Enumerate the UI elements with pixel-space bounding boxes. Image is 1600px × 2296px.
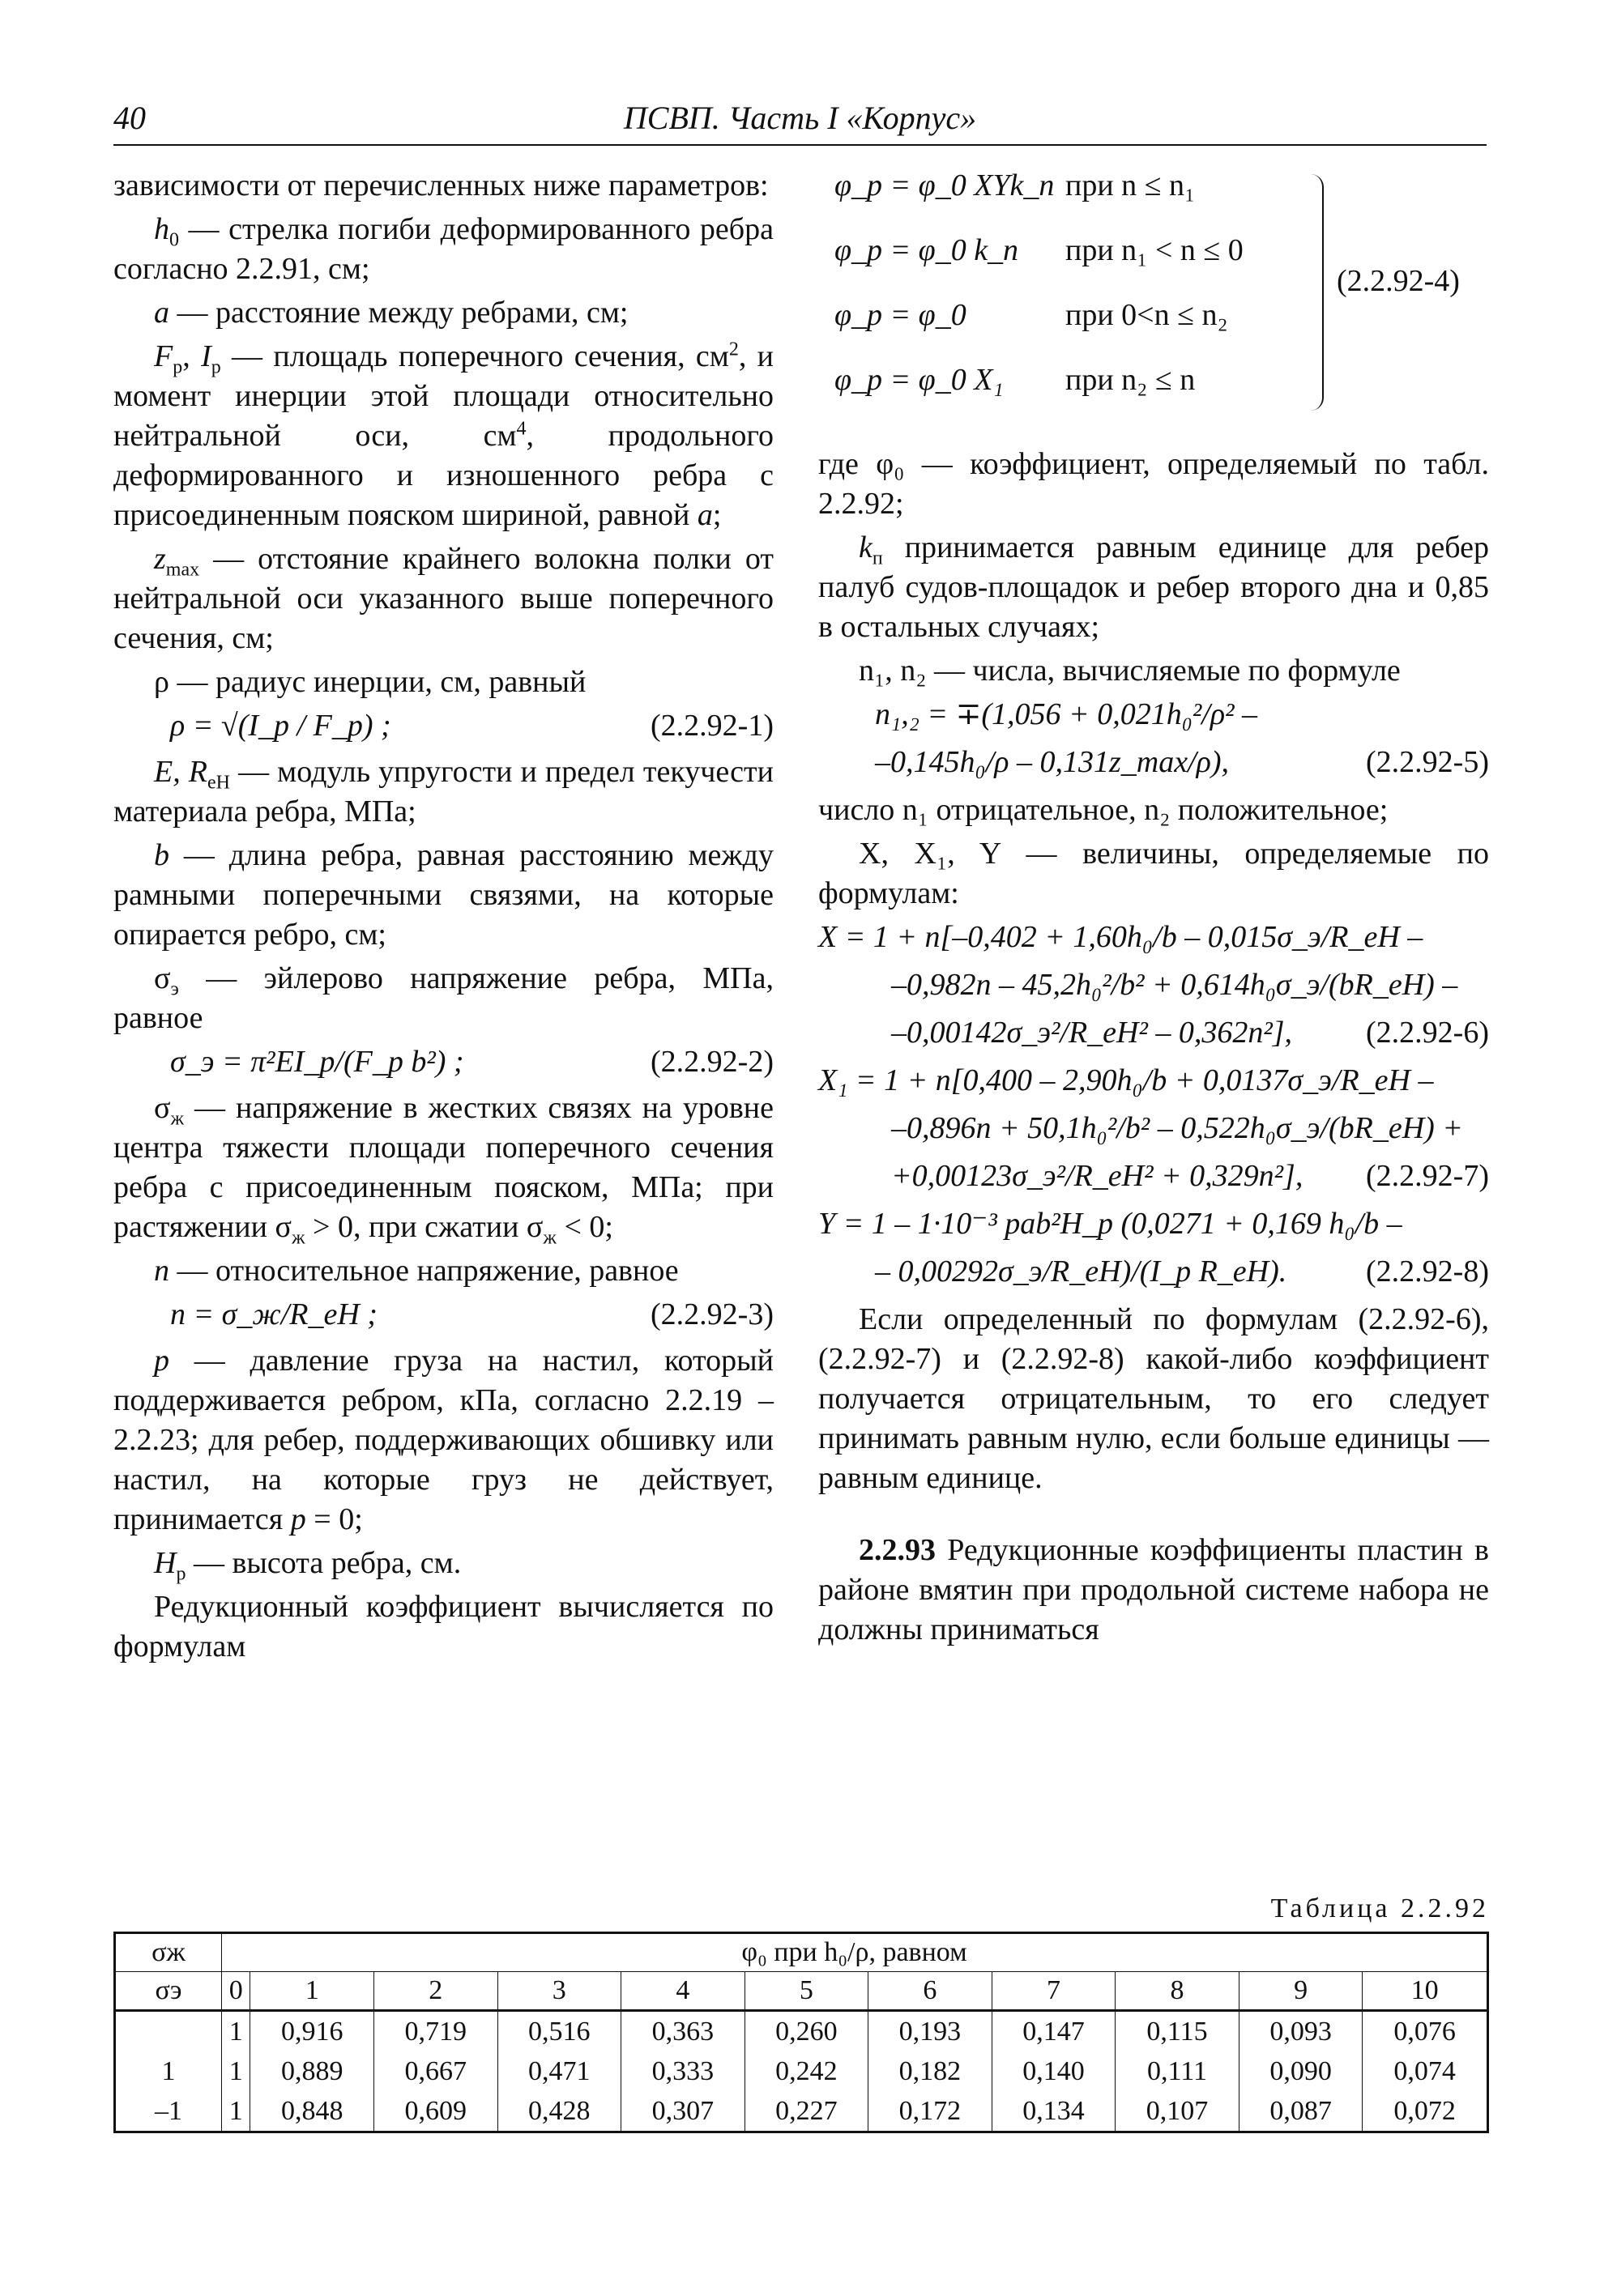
equation-2-2-92-8-line2: – 0,00292σ_э/R_eH)/(I_р R_eH). (2.2.92-8) (875, 1254, 1489, 1289)
running-title: ПСВП. Часть I «Корпус» (623, 100, 977, 136)
col-header: 9 (1239, 1972, 1363, 2011)
equation-2-2-92-3: n = σ_ж/R_eH ; (2.2.92-3) (170, 1297, 774, 1331)
col-header: 0 (222, 1972, 250, 2011)
section-number: 2.2.93 (859, 1533, 936, 1567)
left-column (113, 166, 774, 1671)
col-header: 1 (250, 1972, 374, 2011)
section-2-2-93: 2.2.93 Редукционные коэффициенты пластин в районе вмятин при продольной системе набора не должны приниматься (818, 1533, 1489, 1646)
system-row: φ_р = φ_0 (834, 298, 966, 332)
equation-2-2-92-8-line1: Y = 1 – 1·10⁻³ pab²H_р (0,0271 + 0,169 h₀/b – (818, 1207, 1402, 1241)
param-fp-ip: $F_р$, $I_р$ — площадь поперечного сечения, $см^2$, и момент инерции этой площади относительно нейтральной оси, $см^4$, продольного деформированного и изношенного ребра с присоединенным пояском шириной, равной a; (113, 339, 774, 532)
table-row: 1 1 0,889 0,667 0,471 0,333 0,242 0,182 0,140 0,111 0,090 0,074 (115, 2051, 1488, 2091)
col-header: 7 (992, 1972, 1116, 2011)
table-2-2-92 (113, 1932, 1489, 2133)
paragraph-reduction: Редукционный коэффициент вычисляется по формулам (113, 1590, 774, 1663)
right-brace (1304, 174, 1324, 411)
system-condition: при n ≤ n₁ (1065, 168, 1196, 202)
paragraph-where: где φ₀ — коэффициент, определяемый по табл. 2.2.92; (818, 447, 1489, 521)
param-rho: ρ — радиус инерции, см, равный (154, 665, 587, 699)
system-row: φ_р = φ_0 k_п (834, 233, 1019, 267)
equation-2-2-92-5-line2: –0,145h₀/ρ – 0,131z_max/ρ), (2.2.92-5) (875, 745, 1489, 779)
page-header (113, 96, 1487, 146)
page-number: 40 (113, 100, 146, 136)
col-header: 8 (1116, 1972, 1239, 2011)
system-condition: при n₁ < n ≤ 0 (1065, 233, 1244, 267)
param-b: b — длина ребра, равная расстоянию между рамными поперечными связями, на которые опирается ребро, см; (113, 838, 774, 952)
equation-2-2-92-5-line1: n₁,₂ = ∓(1,056 + 0,021h₀²/ρ² – (875, 697, 1257, 731)
param-n12: n₁, n₂ — числа, вычисляемые по формуле (859, 654, 1401, 688)
param-zmax: $z_{max}$ — отстояние крайнего волокна полки от нейтральной оси указанного выше поперечного сечения, см; (113, 542, 774, 655)
paragraph-xy: X, X₁, Y — величины, определяемые по формулам: (818, 837, 1489, 910)
param-hp: $H_р$ — высота ребра, см. (154, 1546, 462, 1585)
param-p: p — давление груза на настил, который поддерживается ребром, кПа, согласно 2.2.19 – 2.2.23; для ребер, поддерживающих обшивку или настил, на которые груз не действует, принимается p = 0; (113, 1344, 774, 1536)
system-row: φ_р = φ_0 X₁ (834, 363, 1004, 397)
equation-2-2-92-6-line1: X = 1 + n[–0,402 + 1,60h₀/b – 0,015σ_э/R_eH – (818, 920, 1423, 954)
equation-2-2-92-2: σ_э = π²EI_р/(F_р b²) ; (2.2.92-2) (170, 1045, 774, 1079)
equation-2-2-92-7-line2: –0,896n + 50,1h₀²/b² – 0,522h₀σ_э/(bR_eH) + (891, 1111, 1463, 1145)
equation-2-2-92-1: ρ = √(I_р / F_р) ; (2.2.92-1) (170, 709, 774, 743)
col-header: 3 (497, 1972, 621, 2011)
param-sigma-zh: $\sigma_ж$ — напряжение в жестких связях на уровне центра тяжести площади поперечного сечения ребра с присоединенным пояском, МПа; при растяжении $\sigma_ж > 0$, при сжатии $\sigma_ж < 0$; (113, 1091, 774, 1249)
equation-2-2-92-7-line3: +0,00123σ_э²/R_eH² + 0,329n²], (2.2.92-7) (891, 1159, 1489, 1193)
system-row: φ_р = φ_0 XYk_п (834, 168, 1055, 202)
col-header: 5 (745, 1972, 868, 2011)
system-condition: при n₂ ≤ n (1065, 363, 1196, 397)
paragraph-intro: зависимости от перечисленных ниже параметров: (113, 168, 769, 202)
param-kn: $k_п$ принимается равным единице для ребер палуб судов-площадок и ребер второго дна и 0,85 в остальных случаях; (818, 530, 1489, 644)
col-header: 4 (621, 1972, 745, 2011)
equation-2-2-92-6-line2: –0,982n – 45,2h₀²/b² + 0,614h₀σ_э/(bR_eH) – (891, 968, 1458, 1002)
table-row: 1 0,916 0,719 0,516 0,363 0,260 0,193 0,147 0,115 0,093 0,076 (115, 2011, 1488, 2052)
param-n: n — относительное напряжение, равное (154, 1254, 679, 1288)
group-header: φ₀ при h₀/ρ, равном (222, 1933, 1488, 1972)
param-sigma-e: $\sigma_э$ — эйлерово напряжение ребра, МПа, равное (113, 961, 774, 1035)
col-header: 10 (1363, 1972, 1488, 2011)
equation-2-2-92-6-line3: –0,00142σ_э²/R_eH² – 0,362n²], (2.2.92-6) (891, 1016, 1489, 1050)
col-header: 2 (373, 1972, 497, 2011)
paragraph-note: Если определенный по формулам (2.2.92-6), (2.2.92-7) и (2.2.92-8) какой-либо коэффициент получается отрицательным, то его следует принимать равным нулю, если больше единицы — равным единице. (818, 1302, 1489, 1495)
param-h0: $h_0$ — стрелка погиби деформированного ребра согласно 2.2.91, см; (113, 212, 774, 286)
corner-top: σж (115, 1933, 222, 1972)
table-title: Таблица 2.2.92 (1270, 1893, 1489, 1923)
param-a: a — расстояние между ребрами, см; (154, 296, 629, 330)
paragraph-sign: число n₁ отрицательное, n₂ положительное; (818, 793, 1389, 827)
equation-2-2-92-7-line1: X₁ = 1 + n[0,400 – 2,90h₀/b + 0,0137σ_э/R_eH – (818, 1063, 1434, 1097)
col-header: 6 (868, 1972, 992, 2011)
equation-system-2-2-92-4 (818, 166, 1489, 433)
right-column (818, 166, 1489, 1654)
table-row: –1 1 0,848 0,609 0,428 0,307 0,227 0,172 0,134 0,107 0,087 0,072 (115, 2091, 1488, 2132)
param-e-reh: E, $R_{eH}$ — модуль упругости и предел текучести материала ребра, МПа; (113, 755, 774, 829)
equation-number: (2.2.92-4) (1337, 264, 1460, 298)
corner-bottom: σэ (115, 1972, 222, 2011)
system-condition: при 0<n ≤ n₂ (1065, 298, 1228, 332)
